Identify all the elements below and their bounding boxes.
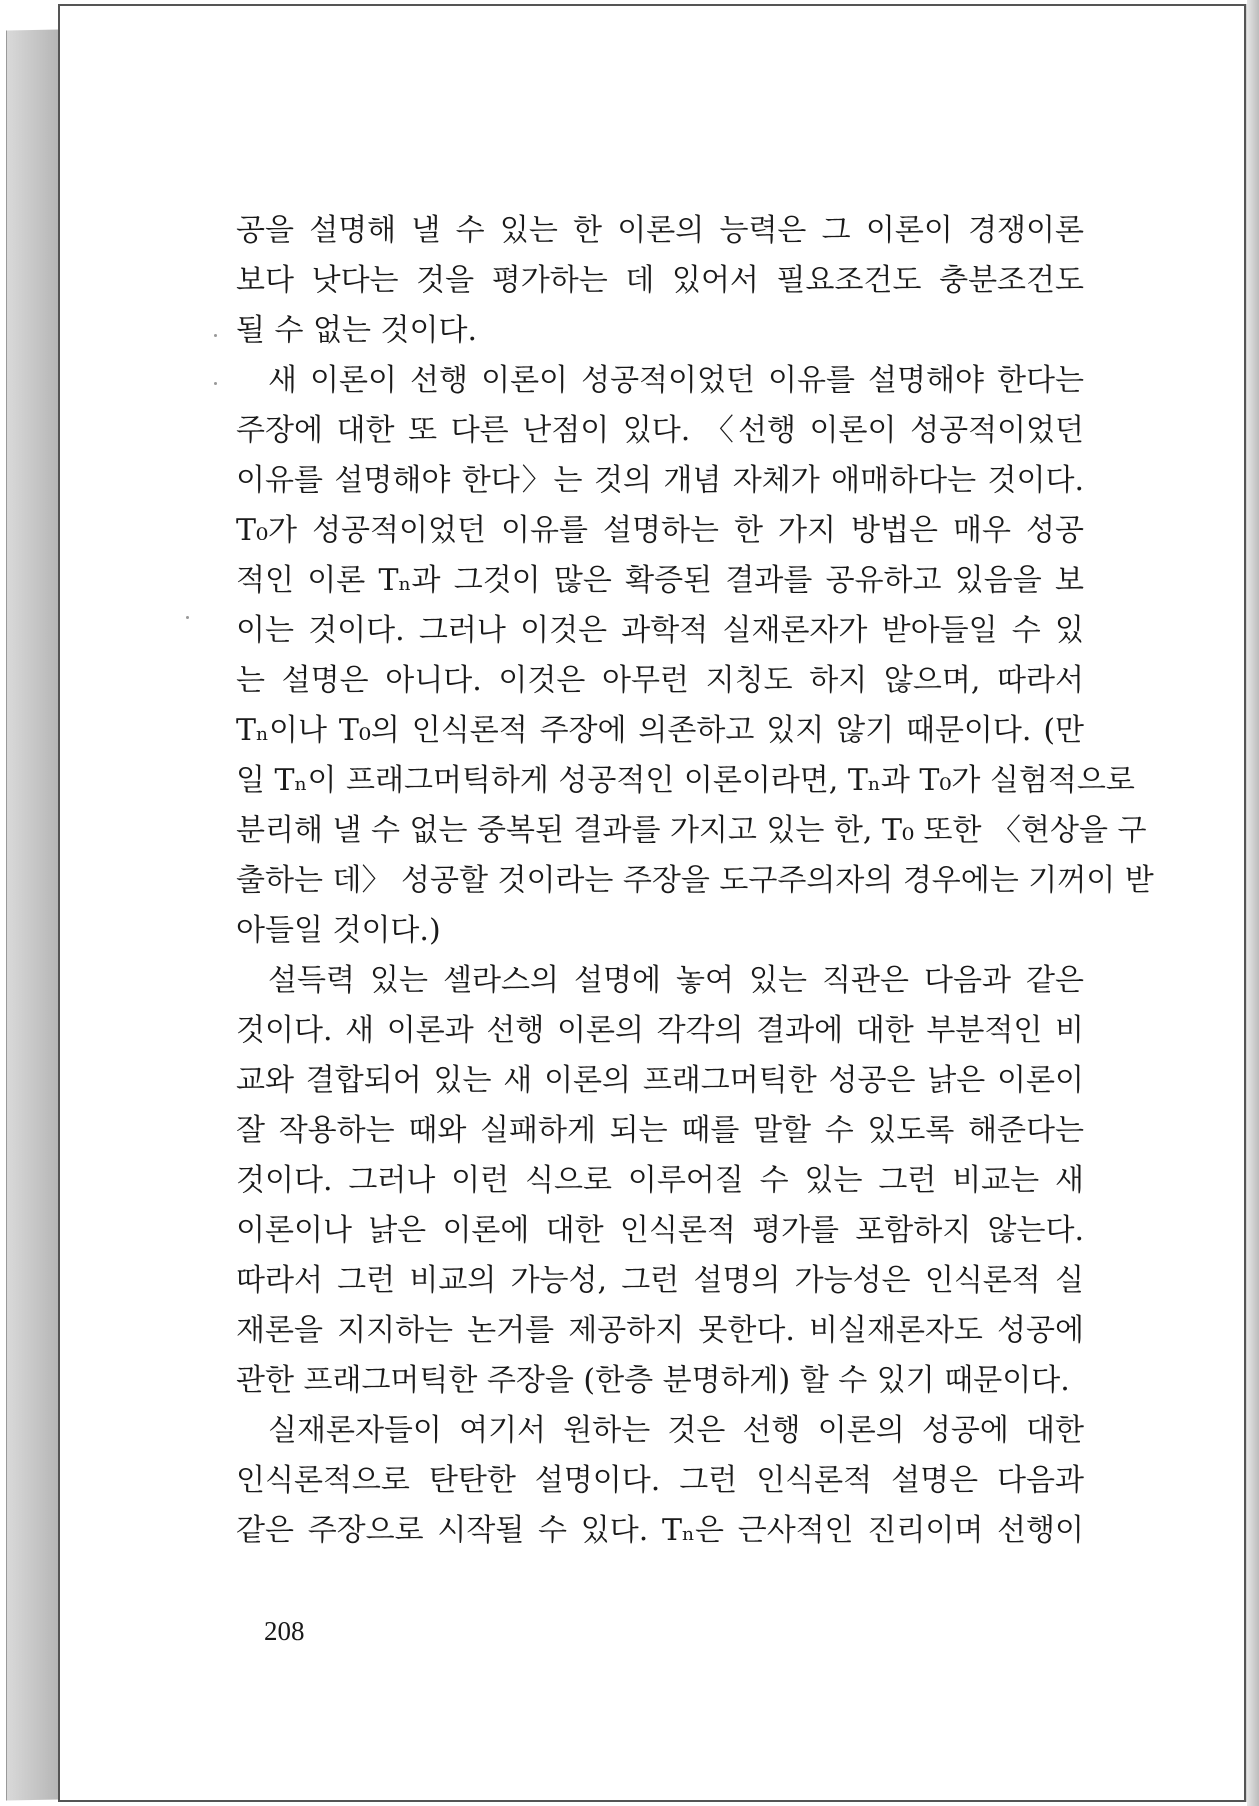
scan-speck (186, 616, 189, 619)
text-line: 출하는 데〉 성공할 것이라는 주장을 도구주의자의 경우에는 기꺼이 받 (236, 863, 1154, 898)
text-line: 는 설명은 아니다. 이것은 아무런 지칭도 하지 않으며, 따라서 (236, 663, 1084, 698)
text-line: 적인 이론 Tₙ과 그것이 많은 확증된 결과를 공유하고 있음을 보 (236, 563, 1084, 598)
text-line: 될 수 없는 것이다. (236, 313, 478, 348)
text-line: 인식론적으로 탄탄한 설명이다. 그런 인식론적 설명은 다음과 (236, 1463, 1084, 1498)
text-line: 설득력 있는 셀라스의 설명에 놓여 있는 직관은 다음과 같은 (268, 963, 1084, 998)
text-line: 공을 설명해 낼 수 있는 한 이론의 능력은 그 이론이 경쟁이론 (236, 213, 1084, 248)
scan-speck (214, 382, 217, 385)
text-line: 새 이론이 선행 이론이 성공적이었던 이유를 설명해야 한다는 (268, 363, 1084, 398)
text-line: 일 Tₙ이 프래그머틱하게 성공적인 이론이라면, Tₙ과 T₀가 실험적으로 (236, 763, 1135, 798)
text-line: 관한 프래그머틱한 주장을 (한층 분명하게) 할 수 있기 때문이다. (236, 1363, 1070, 1398)
page-number: 208 (264, 1616, 305, 1646)
text-line: 보다 낫다는 것을 평가하는 데 있어서 필요조건도 충분조건도 (236, 263, 1084, 298)
text-line: 따라서 그런 비교의 가능성, 그런 설명의 가능성은 인식론적 실 (236, 1263, 1084, 1298)
book-spine (6, 29, 59, 1800)
text-line: 교와 결합되어 있는 새 이론의 프래그머틱한 성공은 낡은 이론이 (236, 1063, 1084, 1098)
body-text (236, 206, 1154, 1556)
text-line: 이는 것이다. 그러나 이것은 과학적 실재론자가 받아들일 수 있 (236, 613, 1084, 648)
text-line: 것이다. 새 이론과 선행 이론의 각각의 결과에 대한 부분적인 비 (236, 1013, 1084, 1048)
text-line: 아들일 것이다.) (236, 913, 441, 948)
text-line: 이론이나 낡은 이론에 대한 인식론적 평가를 포함하지 않는다. (236, 1213, 1084, 1248)
text-line: 잘 작용하는 때와 실패하게 되는 때를 말할 수 있도록 해준다는 (236, 1113, 1084, 1148)
text-line: 이유를 설명해야 한다〉는 것의 개념 자체가 애매하다는 것이다. (236, 463, 1084, 498)
text-line: 실재론자들이 여기서 원하는 것은 선행 이론의 성공에 대한 (268, 1413, 1084, 1448)
text-line: 같은 주장으로 시작될 수 있다. Tₙ은 근사적인 진리이며 선행이 (236, 1513, 1084, 1548)
text-line: Tₙ이나 T₀의 인식론적 주장에 의존하고 있지 않기 때문이다. (만 (236, 713, 1084, 748)
text-line: T₀가 성공적이었던 이유를 설명하는 한 가지 방법은 매우 성공 (236, 513, 1084, 548)
text-line: 것이다. 그러나 이런 식으로 이루어질 수 있는 그런 비교는 새 (236, 1163, 1084, 1198)
text-line: 분리해 낼 수 없는 중복된 결과를 가지고 있는 한, T₀ 또한 〈현상을 구 (236, 813, 1147, 848)
text-line: 재론을 지지하는 논거를 제공하지 못한다. 비실재론자도 성공에 (236, 1313, 1084, 1348)
text-line: 주장에 대한 또 다른 난점이 있다. 〈선행 이론이 성공적이었던 (236, 413, 1084, 448)
scan-speck (214, 334, 217, 337)
page-edge (1247, 0, 1259, 1806)
